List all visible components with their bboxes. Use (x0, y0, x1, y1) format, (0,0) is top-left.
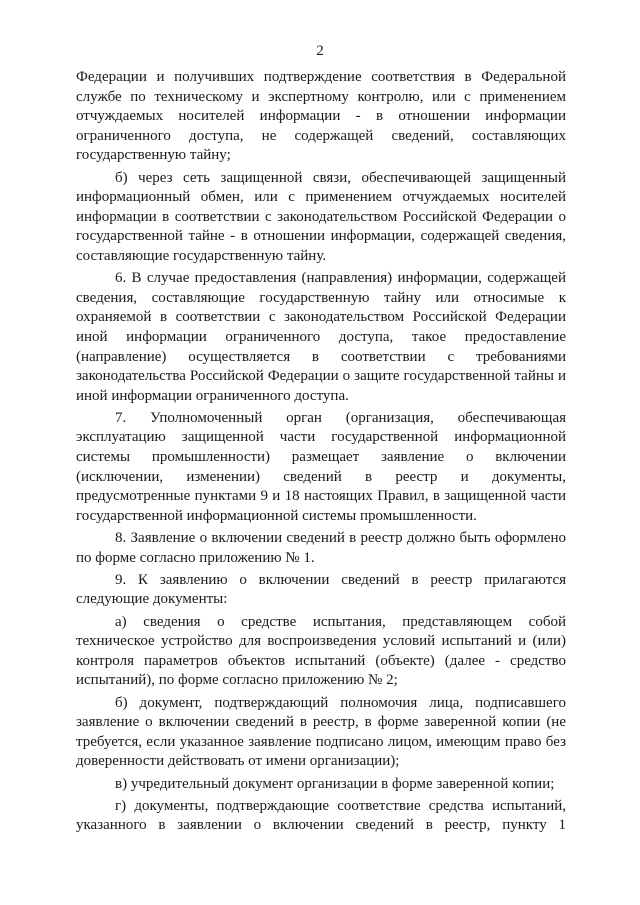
paragraph-continuation: Федерации и получивших подтверждение соответствия в Федеральной службе по техническому и экспертному контролю, или с применением отчуждаемых носителей информации - в отношении информации ограниченного доступа, не содержащей сведений, составляющих государственную тайну; (76, 69, 566, 164)
paragraph-5b: б) через сеть защищенной связи, обеспечивающей защищенный информационный обмен, или с применением отчуждаемых носителей информации в соответствии с законодательством Российской Федерации о государственной тайне - в отношении информации, содержащей сведения, составляющие государственную тайну. (76, 169, 566, 264)
paragraph-7: 7. Уполномоченный орган (организация, обеспечивающая эксплуатацию защищенной части государственной информационной системы промышленности) размещает заявление о включении (исключении, изменении) сведений в реестр и документы, предусмотренные пунктами 9 и 18 настоящих Правил, в защищенной части государственной информационной системы промышленности. (76, 409, 566, 524)
document-body (76, 68, 566, 839)
paragraph-9a: а) сведения о средстве испытания, представляющем собой техническое устройство для воспроизведения условий испытаний и (или) контроля параметров объектов испытаний (объекте) (далее - средство испытаний), по форме согласно приложению № 2; (76, 613, 566, 689)
paragraph-9b: б) документ, подтверждающий полномочия лица, подписавшего заявление о включении сведений в реестр, в форме заверенной копии (не требуется, если указанное заявление подписано лицом, имеющим право без доверенности действовать от имени организации); (76, 694, 566, 770)
paragraph-9g: г) документы, подтверждающие соответствие средства испытаний, указанного в заявлении о включении сведений в реестр, пункту 1 (76, 797, 566, 834)
page-number: 2 (316, 43, 324, 59)
paragraph-8: 8. Заявление о включении сведений в реестр должно быть оформлено по форме согласно приложению № 1. (76, 530, 566, 566)
paragraph-9v: в) учредительный документ организации в форме заверенной копии; (115, 775, 555, 792)
paragraph-9: 9. К заявлению о включении сведений в реестр прилагаются следующие документы: (76, 571, 566, 608)
paragraph-6: 6. В случае предоставления (направления) информации, содержащей сведения, составляющие государственную тайну или относимые к охраняемой в соответствии с законодательством Российской Федерации иной информации ограниченного доступа, такое предоставление (направление) осуществляется в соответствии с требованиями законодательства Российской Федерации о защите государственной тайны и иной информации ограниченного доступа. (76, 270, 566, 404)
